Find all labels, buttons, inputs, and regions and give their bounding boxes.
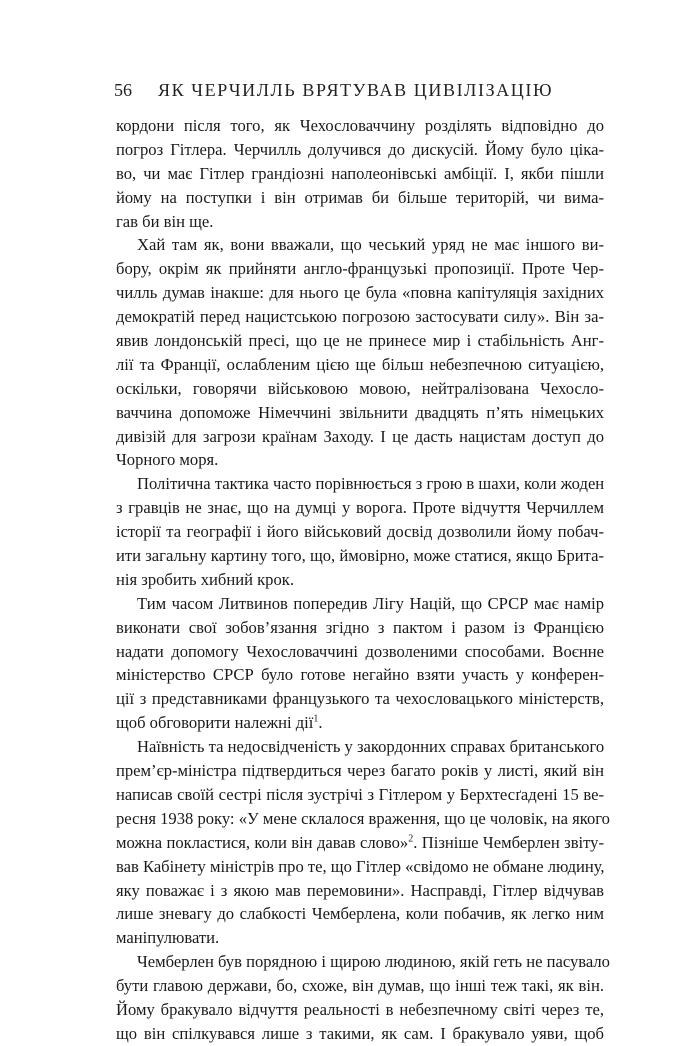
paragraph-4-line-2: виконати свої зобов’язання згідно з пактом і разом із Францією — [116, 617, 604, 637]
paragraph-5-line-3: написав своїй сестрі після зустрічі з Гітлером у Берхтесґадені 15 ве- — [116, 784, 604, 804]
paragraph-5-line-7: яку поважає і з якою мав перемовини». Насправді, Гітлер відчував — [116, 880, 604, 900]
page-number: 56 — [114, 80, 132, 100]
paragraph-5-line-4: ресня 1938 року: «У мене склалося враження, що це чоловік, на якого — [116, 808, 610, 828]
paragraph-5-line-6: вав Кабінету міністрів про те, що Гітлер «свідомо не обмане людину, — [116, 856, 605, 876]
paragraph-2-line-4: демократій перед нацистською погрозою застосувати силу». Він за- — [116, 307, 604, 327]
paragraph-2-line-7: оскільки, говорячи військовою мовою, нейтралізована Чехосло- — [116, 378, 604, 398]
paragraph-1-line-4: йому на поступки і він отримав би більше територій, чи вима- — [116, 187, 604, 207]
paragraph-2-line-5: явив лондонській пресі, що це не принесе мир і стабільність Анг- — [116, 331, 604, 351]
paragraph-6-line-1: Чемберлен був порядною і щирою людиною, якій геть не пасувало — [137, 952, 610, 972]
paragraph-4-line-6-text: щоб обговорити належні дії — [116, 713, 314, 733]
paragraph-1-line-1: кордони після того, як Чехословаччину розділять відповідно до — [116, 116, 604, 135]
paragraph-5-line-2: прем’єр-міністра підтвердиться через багато років у листі, який він — [116, 761, 604, 781]
paragraph-5-line-5-text: можна покластися, коли він давав слово» — [116, 832, 409, 852]
paragraph-2-line-1: Хай там як, вони вважали, що чеський уряд не має іншого ви- — [137, 235, 604, 255]
paragraph-5-line-8: лише зневагу до слабкості Чемберлена, коли побачив, як легко ним — [116, 904, 604, 924]
paragraph-3-line-1: Політична тактика часто порівнюється з грою в шахи, коли жоден — [137, 474, 605, 494]
paragraph-2-line-8: ваччина допоможе Німеччині звільнити двадцять п’ять німецьких — [116, 402, 604, 422]
paragraph-6-line-4: що він спілкувався лише з такими, як сам. І бракувало уяви, щоб — [116, 1023, 604, 1043]
paragraph-4-line-5: ції з представниками французького та чехословацького міністерств, — [116, 689, 604, 709]
paragraph-3-line-2: з гравців не знає, що на думці у ворога. Проте відчуття Черчиллем — [116, 498, 604, 518]
paragraph-5-line-5-continuation: . Пізніше Чемберлен звіту- — [413, 832, 605, 852]
paragraph-4-line-3: надати допомогу Чехословаччині дозволеними способами. Воєнне — [116, 641, 604, 661]
paragraph-4-line-4: міністерство СРСР було готове негайно взяти участь у конферен- — [116, 665, 604, 685]
paragraph-2-line-6: лії та Франції, ослабленим цією ще більш небезпечною ситуацією, — [116, 354, 604, 374]
paragraph-6-line-2: бути главою держави, бо, схоже, він думав, що інші теж такі, як він. — [116, 976, 604, 996]
paragraph-2-line-9: дивізій для загрози країнам Заходу. І це дасть нацистам доступ до — [116, 426, 604, 446]
paragraph-5-line-9: маніпулювати. — [116, 928, 220, 948]
endnote-marker-1: 1 — [313, 713, 319, 725]
paragraph-1-line-2: погроз Гітлера. Черчилль долучився до дискусій. Йому було ціка- — [116, 139, 604, 159]
paragraph-3-line-3: історії та географії і його військовий досвід дозволили йому побач- — [116, 522, 604, 542]
paragraph-4-line-1: Тим часом Литвинов попередив Лігу Націй, що СРСР має намір — [137, 593, 604, 613]
paragraph-3-line-4: ити загальну картину того, що, ймовірно, може статися, якщо Брита- — [116, 546, 604, 566]
body-text — [116, 114, 610, 1046]
book-title: ЯК ЧЕРЧИЛЛЬ ВРЯТУВАВ ЦИВІЛІЗАЦІЮ — [158, 80, 554, 100]
paragraph-6-line-3: Йому бракувало відчуття реальності в небезпечному світі через те, — [116, 999, 604, 1019]
paragraph-4-line-6: щоб обговорити належні дії$^1$. — [116, 713, 323, 733]
endnote-marker-2: 2 — [408, 833, 414, 845]
paragraph-1-line-5: гав би він ще. — [116, 211, 214, 231]
paragraph-2-line-3: чилль думав інакше: для нього це була «повна капітуляція західних — [116, 283, 604, 303]
running-head — [114, 80, 604, 106]
paragraph-2-line-10: Чорного моря. — [116, 450, 219, 470]
paragraph-1-line-3: во, чи має Гітлер грандіозні наполеонівські амбіції. І, якби пішли — [116, 163, 604, 183]
paragraph-5-line-1: Наївність та недосвідченість у закордонних справах британського — [137, 737, 605, 757]
paragraph-5-line-5 — [116, 831, 604, 855]
paragraph-2-line-2: бору, окрім як прийняти англо-французькі пропозиції. Проте Чер- — [116, 259, 604, 279]
paragraph-3-line-5: нія зробить хибний крок. — [116, 569, 294, 589]
